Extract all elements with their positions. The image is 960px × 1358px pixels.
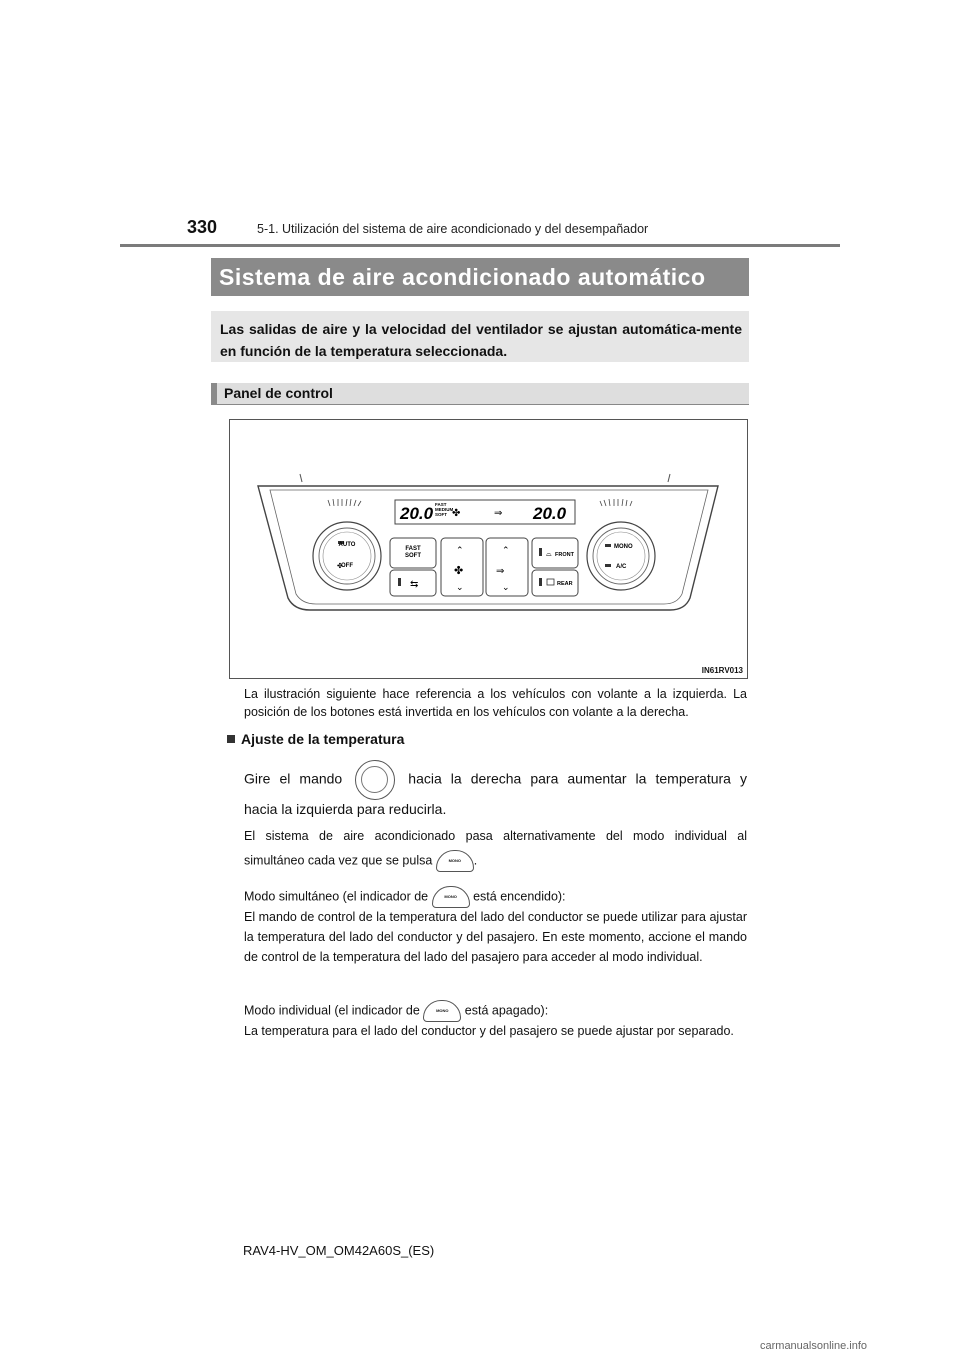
display-fan-icon: ✤ — [452, 508, 461, 519]
p1-line-b — [244, 850, 747, 872]
display-medium: MEDIUM — [435, 507, 454, 512]
panel-heading-text: Panel de control — [224, 385, 333, 401]
p3-heading — [244, 1000, 747, 1022]
intro-box — [211, 311, 749, 362]
section-title: 5-1. Utilización del sistema de aire acondicionado y del desempañador — [257, 222, 649, 236]
front-defroster-icon: ⌓ — [546, 551, 552, 558]
p1-line-b-text: simultáneo cada vez que se pulsa — [244, 853, 433, 868]
panel-heading — [211, 383, 749, 405]
main-title: Sistema de aire acondicionado automático — [219, 264, 706, 290]
fan-icon: ✤ — [454, 565, 464, 577]
fast-label: FAST — [405, 546, 421, 552]
mono-indicator-off-icon — [423, 1000, 461, 1022]
p3-heading-a: Modo individual (el indicador de — [244, 1003, 420, 1018]
knob-off-label: OFF — [341, 563, 353, 569]
mono-indicator-label: MONO — [444, 894, 457, 899]
page-number: 330 — [187, 217, 218, 237]
mono-button-icon — [436, 850, 474, 872]
p1-line-a: El sistema de aire acondicionado pasa alternativamente del modo individual al — [244, 829, 747, 843]
display-airflow-icon: ⇒ — [494, 508, 503, 519]
p1-line-b-end: . — [473, 853, 478, 868]
display-fast: FAST — [435, 502, 447, 507]
main-title-banner — [211, 258, 749, 296]
p2-heading-a: Modo simultáneo (el indicador de — [244, 889, 429, 904]
temp-section-heading-text: Ajuste de la temperatura — [241, 731, 405, 747]
knob-fan-icon: ✤ — [337, 563, 343, 570]
display-temp-left: 20.0 — [400, 504, 434, 523]
vent-left-icon — [328, 499, 361, 506]
watermark: carmanualsonline.info — [760, 1340, 868, 1352]
mono-indicator-off-label: MONO — [436, 1008, 449, 1013]
soft-label: SOFT — [405, 553, 421, 559]
p2-heading — [244, 886, 747, 908]
mono-indicator-icon — [432, 886, 470, 908]
temp-line-2: hacia la izquierda para reducirla. — [244, 801, 447, 817]
fan-down-icon: ⌄ — [456, 582, 464, 592]
figure-caption: La ilustración siguiente hace referencia a los vehículos con volante a la izquierda. La posición de los botones está invertida en los vehículos con volante a la derecha. — [244, 687, 747, 719]
figure-code: IN61RV013 — [701, 666, 743, 675]
knob-ac-label: A/C — [616, 564, 627, 570]
p2-body: El mando de control de la temperatura del lado del conductor se puede utilizar para ajustar la temperatura del lado del conductor y del pasajero. En este momento, accione el mando de control de la temperatura del lado del pasajero para acceder al modo individual. — [244, 910, 747, 964]
temp-line-1-b: hacia la derecha para aumentar la temperatura y — [408, 770, 747, 787]
header-rule — [120, 244, 840, 247]
rear-defogger-icon — [547, 579, 554, 585]
display-temp-right: 20.0 — [533, 504, 567, 523]
p3-body: La temperatura para el lado del conductor y del pasajero se puede ajustar por separado. — [244, 1024, 734, 1038]
bullet-square-icon — [227, 735, 235, 743]
vent-right-icon — [600, 499, 632, 506]
intro-text: Las salidas de aire y la velocidad del ventilador se ajustan automática-mente en función de la temperatura seleccionada. — [220, 321, 742, 359]
temp-line-1-a: Gire el mando — [244, 770, 343, 787]
control-panel-illustration — [230, 420, 747, 678]
footer-code: RAV4-HV_OM_OM42A60S_(ES) — [243, 1243, 435, 1258]
airflow-mode-icon: ⇒ — [496, 566, 505, 577]
mode-down-icon: ⌄ — [502, 582, 510, 592]
rear-label: REAR — [557, 581, 573, 587]
panel-heading-bar — [211, 383, 217, 405]
knob-mono-label: MONO — [614, 544, 633, 550]
p2-heading-b: está encendido): — [473, 889, 566, 904]
mode-up-icon: ⌃ — [502, 545, 510, 555]
front-label: FRONT — [555, 552, 574, 558]
knob-auto-label: AUTO — [338, 542, 356, 548]
control-panel-figure — [229, 419, 748, 679]
display-soft: SOFT — [435, 512, 447, 517]
recirculation-icon: ⇆ — [410, 579, 419, 590]
p3-heading-b: está apagado): — [464, 1003, 549, 1018]
mono-icon-label: MONO — [448, 858, 462, 863]
fan-up-icon: ⌃ — [456, 545, 464, 555]
temp-section-heading — [227, 731, 404, 747]
